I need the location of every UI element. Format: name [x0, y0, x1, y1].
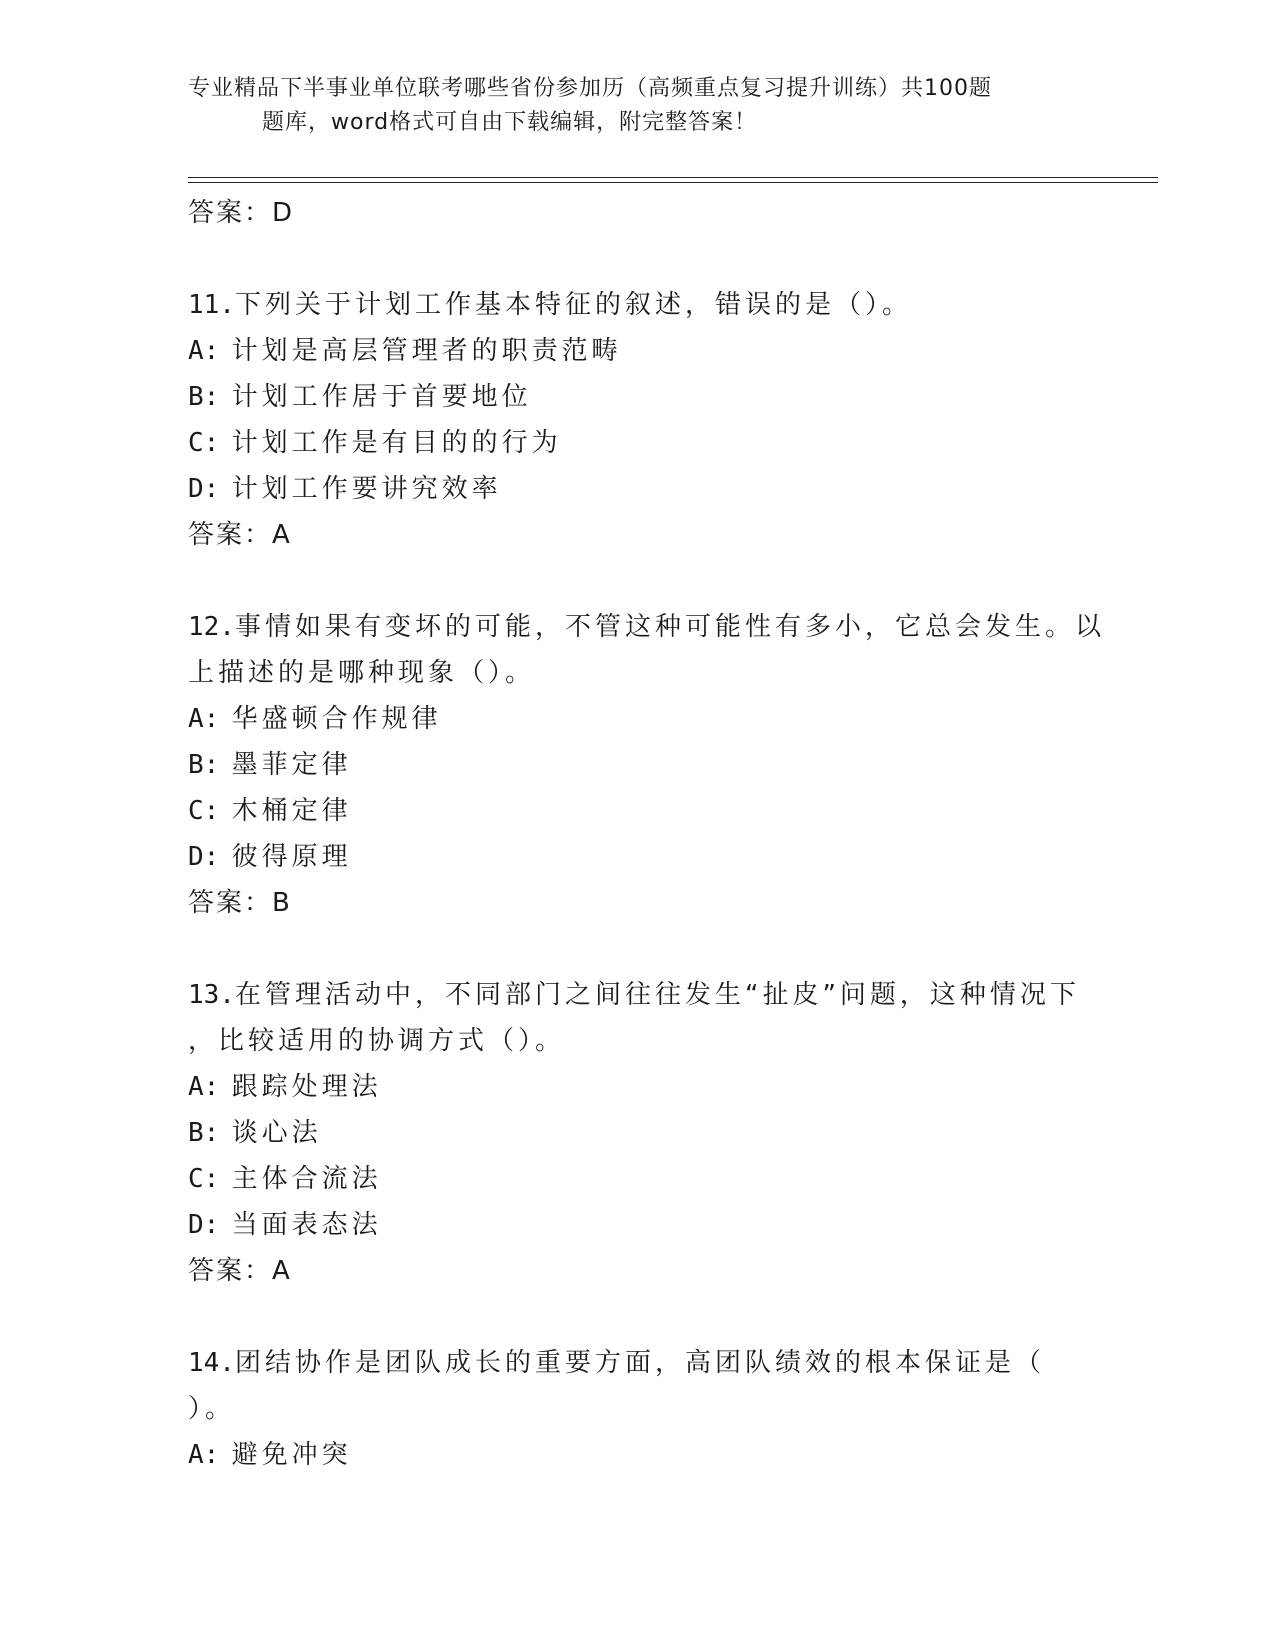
option-text: 计划是高层管理者的职责范畴: [231, 336, 622, 366]
question-text-continued: ）。: [188, 1394, 236, 1424]
option-d: [188, 1202, 1088, 1248]
question-stem-line: [188, 282, 1088, 328]
question-text: 在管理活动中，不同部门之间往往发生“扯皮”问题，这种情况下: [234, 980, 1080, 1010]
option-text: 墨菲定律: [231, 750, 352, 780]
question-text-continued: 上描述的是哪种现象（）。: [188, 658, 536, 688]
option-text: 当面表态法: [231, 1210, 382, 1240]
option-a: [188, 1432, 1088, 1478]
option-b: [188, 742, 1088, 788]
question-12: [188, 604, 1105, 926]
option-label: A:: [188, 704, 220, 734]
option-label: A:: [188, 1072, 220, 1102]
option-c: [188, 788, 1088, 834]
option-text: 跟踪处理法: [231, 1072, 382, 1102]
option-label: A:: [188, 336, 220, 366]
option-b: [188, 1110, 1088, 1156]
previous-answer: 答案：D: [188, 198, 295, 228]
question-stem-line: [188, 1340, 1088, 1386]
question-number: 14.: [188, 1348, 235, 1378]
answer: 答案：A: [188, 1256, 292, 1286]
spacer: [188, 926, 1088, 972]
question-13: [188, 972, 1088, 1294]
option-text: 木桶定律: [231, 796, 352, 826]
option-label: D:: [188, 842, 220, 872]
option-text: 彼得原理: [231, 842, 352, 872]
option-c: [188, 1156, 1088, 1202]
option-label: C:: [188, 428, 220, 458]
question-stem-line: [188, 972, 1088, 1018]
question-number: 13.: [188, 980, 235, 1010]
option-label: B:: [188, 382, 220, 412]
question-text: 团结协作是团队成长的重要方面，高团队绩效的根本保证是（: [234, 1348, 1045, 1378]
option-label: C:: [188, 1164, 220, 1194]
option-a: [188, 696, 1088, 742]
question-11: [188, 282, 1088, 558]
header-rule-bottom: [188, 182, 1158, 183]
option-label: D:: [188, 1210, 220, 1240]
header-rule-top: [188, 177, 1158, 178]
question-text: 下列关于计划工作基本特征的叙述，错误的是（）。: [234, 290, 912, 320]
option-label: B:: [188, 750, 220, 780]
option-d: [188, 834, 1088, 880]
question-number: 12.: [188, 612, 235, 642]
header-line-2: 题库，word格式可自由下载编辑，附完整答案！: [262, 110, 758, 135]
option-label: C:: [188, 796, 220, 826]
option-label: B:: [188, 1118, 220, 1148]
answer: 答案：A: [188, 520, 292, 550]
answer: 答案：B: [188, 888, 292, 918]
question-text: 事情如果有变坏的可能，不管这种可能性有多小，它总会发生。以: [234, 612, 1105, 642]
spacer: [188, 236, 1088, 282]
option-text: 谈心法: [231, 1118, 322, 1148]
question-text-continued: ，比较适用的协调方式（）。: [188, 1026, 566, 1056]
question-stem-line: [188, 604, 1105, 650]
option-a: [188, 328, 1088, 374]
option-text: 主体合流法: [231, 1164, 382, 1194]
option-c: [188, 420, 1088, 466]
option-label: A:: [188, 1440, 220, 1470]
spacer: [188, 558, 1088, 604]
option-d: [188, 466, 1088, 512]
header-line-1: 专业精品下半事业单位联考哪些省份参加历（高频重点复习提升训练）共100题: [188, 76, 992, 101]
question-list: [188, 190, 1105, 1478]
option-text: 计划工作要讲究效率: [231, 474, 502, 504]
spacer: [188, 1294, 1088, 1340]
option-text: 计划工作是有目的的行为: [231, 428, 562, 458]
question-14: [188, 1340, 1088, 1478]
document-header: [188, 72, 1088, 140]
option-b: [188, 374, 1088, 420]
option-text: 华盛顿合作规律: [231, 704, 442, 734]
option-label: D:: [188, 474, 220, 504]
option-text: 计划工作居于首要地位: [231, 382, 532, 412]
option-a: [188, 1064, 1088, 1110]
option-text: 避免冲突: [231, 1440, 352, 1470]
question-number: 11.: [188, 290, 235, 320]
